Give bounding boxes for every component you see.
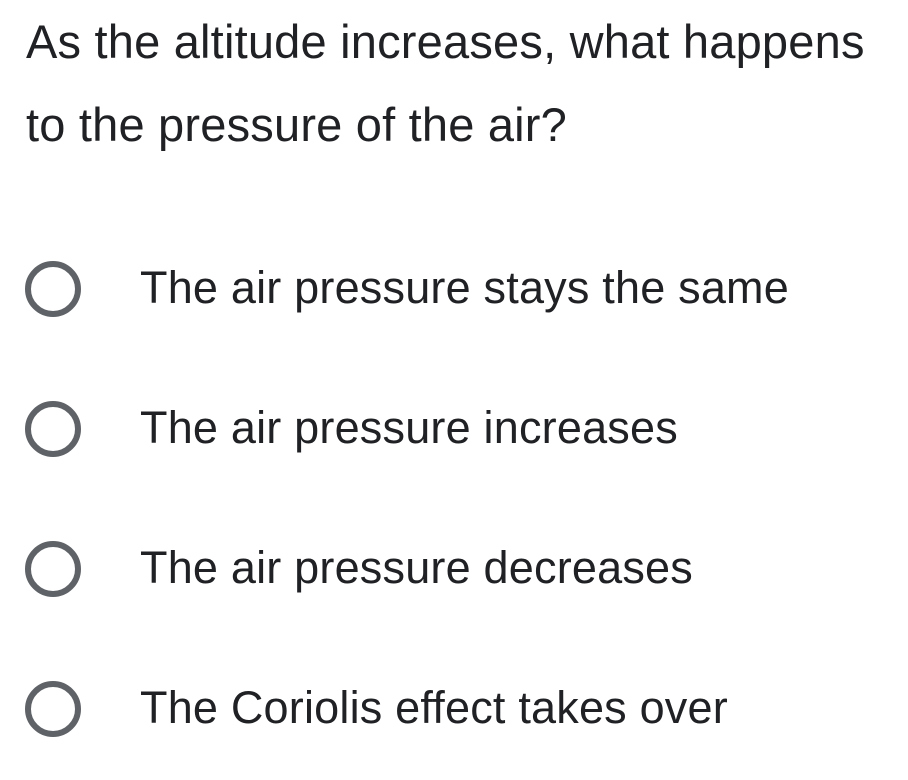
- answer-option-label: The air pressure decreases: [140, 542, 693, 593]
- answer-option-label: The Coriolis effect takes over: [140, 682, 728, 733]
- radio-button-icon[interactable]: [25, 261, 81, 317]
- radio-button-icon[interactable]: [25, 541, 81, 597]
- answer-option-2[interactable]: [0, 360, 908, 500]
- radio-button-icon[interactable]: [25, 681, 81, 737]
- question-text: As the altitude increases, what happens to the pressure of the air?: [26, 15, 865, 151]
- answer-option-label: The air pressure increases: [140, 402, 678, 453]
- answer-options: [0, 220, 908, 780]
- answer-option-4[interactable]: [0, 640, 908, 780]
- radio-button-icon[interactable]: [25, 401, 81, 457]
- answer-option-3[interactable]: [0, 500, 908, 640]
- answer-option-label: The air pressure stays the same: [140, 262, 789, 313]
- answer-option-1[interactable]: [0, 220, 908, 360]
